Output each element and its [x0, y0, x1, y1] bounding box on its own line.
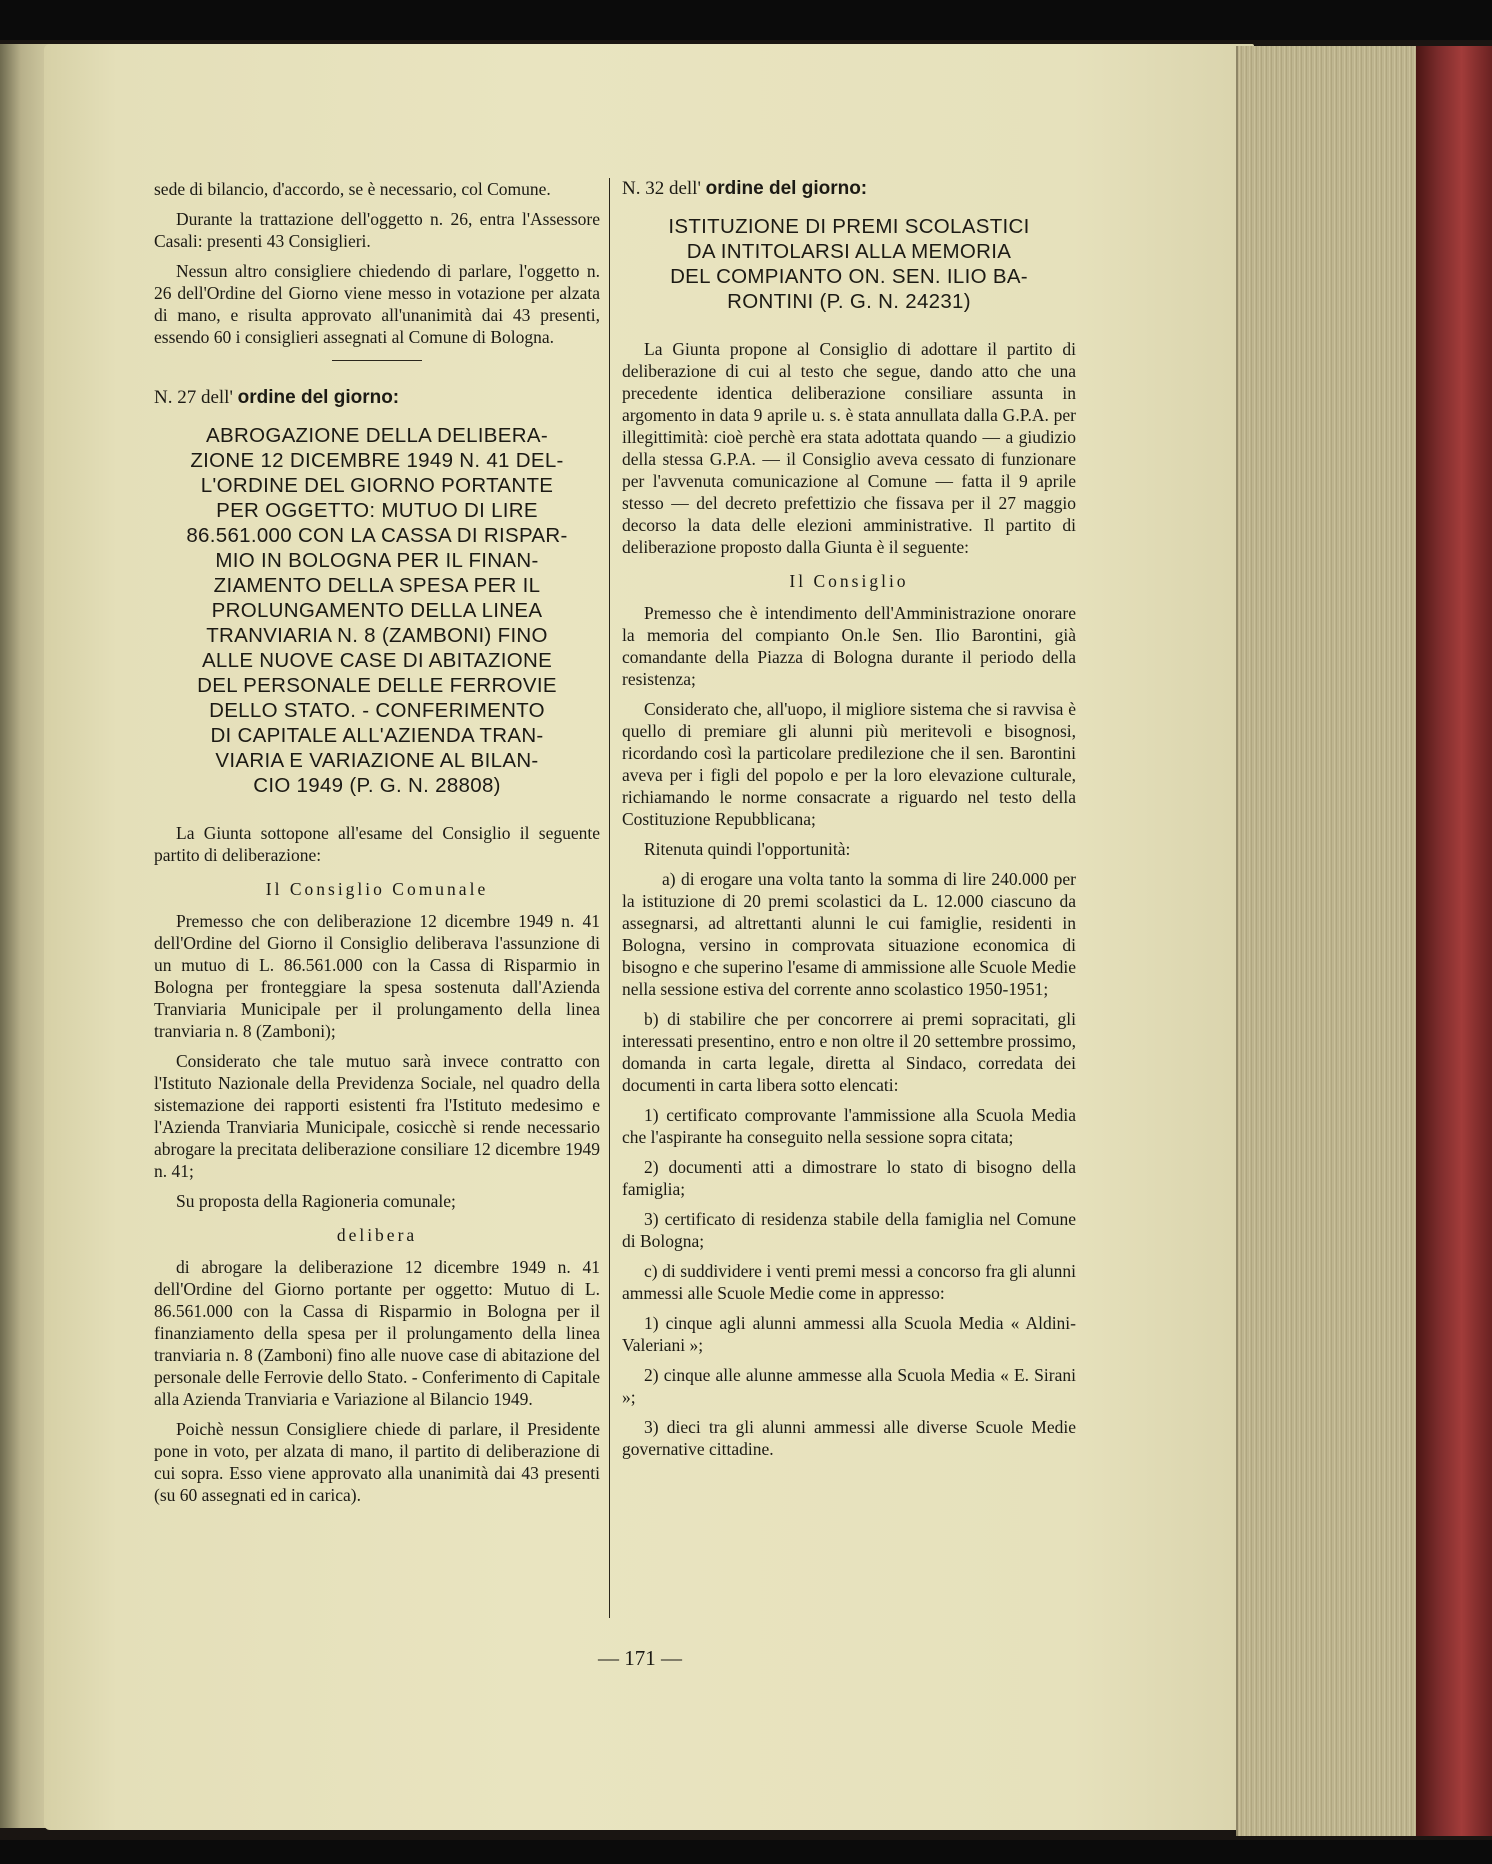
title-line: VIARIA E VARIAZIONE AL BILAN- [215, 749, 539, 772]
council-heading: Il Consiglio Comunale [265, 879, 489, 899]
title-line: ZIAMENTO DELLA SPESA PER IL [213, 574, 541, 597]
title-line: DEL PERSONALE DELLE FERROVIE [197, 674, 557, 697]
list-item: 1) cinque agli alunni ammessi alla Scuola Media « Aldini-Valeriani »; [622, 1313, 1076, 1355]
list-item: 2) cinque alle alunne ammesse alla Scuola Media « E. Sirani »; [622, 1365, 1076, 1407]
paragraph: La Giunta sottopone all'esame del Consiglio il seguente partito di deliberazione: [154, 823, 600, 865]
list-item: 1) certificato comprovante l'ammissione alla Scuola Media che l'aspirante ha conseguito nella sessione sopra citata; [622, 1105, 1076, 1147]
title-line: TRANVIARIA N. 8 (ZAMBONI) FINO [206, 624, 548, 647]
list-item: 3) certificato di residenza stabile della famiglia nel Comune di Bologna; [622, 1209, 1076, 1251]
council-heading: Il Consiglio [789, 571, 909, 591]
title-line: CIO 1949 (P. G. N. 28808) [253, 774, 501, 797]
title-line: DI CAPITALE ALL'AZIENDA TRAN- [210, 724, 544, 747]
paragraph: La Giunta propone al Consiglio di adottare il partito di deliberazione di cui al testo che segue, dando atto che una precedente identica deliberazione consiliare assunta in argomento in data 9 aprile u. s. è stata annullata dalla G.P.A. per illegittimità: cioè perchè era stata adottata quando — a giudizio della stessa G.P.A. — il Consiglio aveva cessato di funzionare per l'avvenuta comunicazione al Comune — fatta il 9 aprile stesso — del decreto prefettizio che fissava per il 27 maggio decorso la data delle elezioni amministrative. Il partito di deliberazione proposto dalla Giunta è il seguente: [622, 339, 1076, 557]
paragraph: Considerato che tale mutuo sarà invece contratto con l'Istituto Nazionale della Previdenza Sociale, nel quadro della sistemazione dei rapporti esistenti fra l'Istituto medesimo e l'Azienda Tranviaria Municipale, cosicchè si rende necessario abrogare la precitata deliberazione consiliare 12 dicembre 1949 n. 41; [154, 1051, 600, 1181]
item-heading-label: ordine del giorno: [237, 387, 400, 408]
title-line: 86.561.000 CON LA CASSA DI RISPAR- [186, 524, 568, 547]
paragraph: Nessun altro consigliere chiedendo di parlare, l'oggetto n. 26 dell'Ordine del Giorno viene messo in votazione per alzata di mano, e risulta approvato all'unanimità dai 43 presenti, essendo 60 i consiglieri assegnati al Comune di Bologna. [154, 261, 600, 347]
right-column [622, 178, 1076, 1468]
title-line: ABROGAZIONE DELLA DELIBERA- [206, 424, 548, 447]
title-line: L'ORDINE DEL GIORNO PORTANTE [200, 474, 554, 497]
item-heading-label: ordine del giorno: [705, 178, 868, 199]
item-32-title [630, 214, 1068, 314]
list-item: c) di suddividere i venti premi messi a concorso fra gli alunni ammessi alle Scuole Medie come in appresso: [622, 1261, 1076, 1303]
left-column [154, 178, 600, 1514]
item-number: N. 27 dell' [154, 387, 233, 408]
item-27-title [162, 423, 592, 798]
list-item: b) di stabilire che per concorrere ai premi sopracitati, gli interessati presentino, entro e non oltre il 20 settembre prossimo, domanda in carta legale, diretta al Sindaco, corredata dei documenti in carta libera sotto elencati: [622, 1009, 1076, 1095]
title-line: MIO IN BOLOGNA PER IL FINAN- [215, 549, 539, 572]
paragraph: Considerato che, all'uopo, il migliore sistema che si ravvisa è quello di premiare gli alunni più meritevoli e bisognosi, ricordando così la particolare predilezione che il sen. Barontini aveva per i figli del popolo e per la loro elevazione culturale, richiamando le norme consacrate a riguardo nel testo della Costituzione Repubblicana; [622, 699, 1076, 829]
title-line: DELLO STATO. - CONFERIMENTO [209, 699, 545, 722]
paragraph: Poichè nessun Consigliere chiede di parlare, il Presidente pone in voto, per alzata di mano, il partito di deliberazione di cui sopra. Esso viene approvato alla unanimità dai 43 presenti (su 60 assegnati ed in carica). [154, 1419, 600, 1505]
paragraph: Su proposta della Ragioneria comunale; [176, 1191, 456, 1211]
item-32-heading [622, 178, 1076, 200]
list-item: a) di erogare una volta tanto la somma di lire 240.000 per la istituzione di 20 premi scolastici da L. 12.000 ciascuno da assegnarsi, ad altrettanti alunni le cui famiglie, residenti in Bologna, versino in comprovata situazione economica di bisogno e che superino l'esame di ammissione alle Scuole Medie nella sessione estiva del corrente anno scolastico 1950-1951; [622, 869, 1076, 999]
paragraph: Ritenuta quindi l'opportunità: [644, 839, 851, 859]
book-cover [1416, 46, 1492, 1836]
page-number: — 171 — [598, 1646, 682, 1670]
title-line: ALLE NUOVE CASE DI ABITAZIONE [201, 649, 553, 672]
list-item: 2) documenti atti a dimostrare lo stato di bisogno della famiglia; [622, 1157, 1076, 1199]
title-line: ZIONE 12 DICEMBRE 1949 N. 41 DEL- [190, 449, 564, 472]
title-line: ISTITUZIONE DI PREMI SCOLASTICI [668, 215, 1030, 238]
paragraph: Durante la trattazione dell'oggetto n. 26, entra l'Assessore Casali: presenti 43 Consiglieri. [154, 209, 600, 251]
paragraph: di abrogare la deliberazione 12 dicembre 1949 n. 41 dell'Ordine del Giorno portante per oggetto: Mutuo di L. 86.561.000 con la Cassa di Risparmio in Bologna per il finanziamento della spesa per il prolungamento della linea tranviaria n. 8 (Zamboni) fino alle nuove case di abitazione del personale delle Ferrovie dello Stato. - Conferimento di Capitale alla Azienda Tranviaria e Variazione al Bilancio 1949. [154, 1257, 600, 1409]
item-27-heading [154, 387, 600, 409]
paragraph: sede di bilancio, d'accordo, se è necessario, col Comune. [154, 179, 551, 199]
title-line: DEL COMPIANTO ON. SEN. ILIO BA- [670, 265, 1028, 288]
section-rule [332, 360, 422, 361]
title-line: PROLUNGAMENTO DELLA LINEA [211, 599, 543, 622]
paragraph: Premesso che è intendimento dell'Amministrazione onorare la memoria del compianto On.le Sen. Ilio Barontini, già comandante della Piazza di Bologna durante il periodo della resistenza; [622, 603, 1076, 689]
item-number: N. 32 dell' [622, 178, 701, 199]
title-line: RONTINI (P. G. N. 24231) [727, 290, 971, 313]
paragraph: Premesso che con deliberazione 12 dicembre 1949 n. 41 dell'Ordine del Giorno il Consiglio deliberava l'assunzione di un mutuo di L. 86.561.000 con la Cassa di Risparmio in Bologna per fronteggiare la spesa sostenuta dall'Azienda Tranviaria Municipale per il prolungamento della linea tranviaria n. 8 (Zamboni); [154, 911, 600, 1041]
list-item: 3) dieci tra gli alunni ammessi alle diverse Scuole Medie governative cittadine. [622, 1417, 1076, 1459]
title-line: DA INTITOLARSI ALLA MEMORIA [686, 240, 1012, 263]
title-line: PER OGGETTO: MUTUO DI LIRE [216, 499, 538, 522]
column-divider [609, 178, 610, 1618]
page-stack-edge [1236, 46, 1418, 1836]
delibera-heading: delibera [336, 1225, 418, 1245]
